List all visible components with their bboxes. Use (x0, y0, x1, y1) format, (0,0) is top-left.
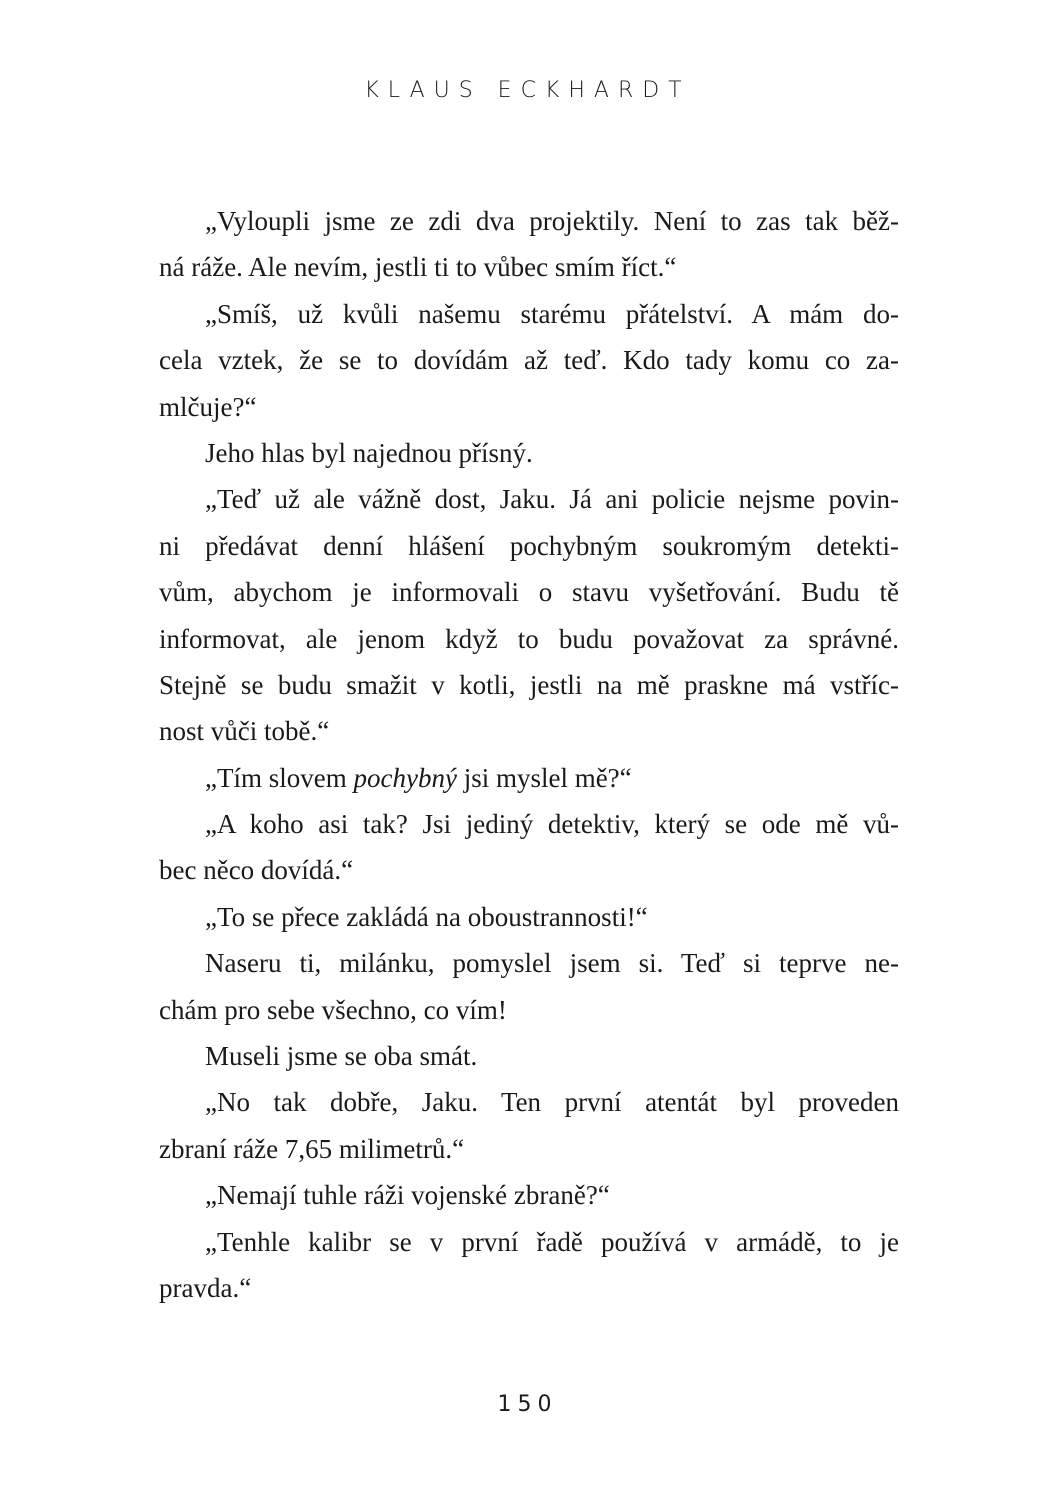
text-line: Naseru ti, milánku, pomyslel jsem si. Teď si teprve ne- (205, 948, 899, 979)
text-line: Stejně se budu smažit v kotli, jestli na mě praskne má vstříc- (159, 669, 899, 700)
text-segment: jsi myslel mě?“ (456, 762, 632, 793)
body-text (159, 198, 899, 1311)
text-line: pravda.“ (159, 1272, 252, 1303)
text-line: cela vztek, že se to dovídám až teď. Kdo tady komu co za- (159, 345, 899, 376)
text-segment: „Tím slovem (205, 762, 354, 793)
text-line: nost vůči tobě.“ (159, 716, 330, 747)
italic-word: pochybný (353, 762, 457, 793)
text-line: „Smíš, už kvůli našemu starému přátelství. A mám do- (205, 298, 899, 329)
text-line: Jeho hlas byl najednou přísný. (205, 437, 533, 468)
running-head: KLAUS ECKHARDT (364, 78, 691, 103)
text-line: „Tenhle kalibr se v první řadě používá v armádě, to je (205, 1226, 899, 1257)
text-line: chám pro sebe všechno, co vím! (159, 994, 507, 1025)
text-line: Museli jsme se oba smát. (205, 1041, 478, 1072)
text-line: zbraní ráže 7,65 milimetrů.“ (159, 1133, 465, 1164)
text-line: ni předávat denní hlášení pochybným soukromým detekti- (159, 530, 899, 561)
text-line: „To se přece zakládá na oboustrannosti!“ (205, 901, 648, 932)
text-line: informovat, ale jenom když to budu považovat za správné. (159, 623, 899, 654)
text-line: „Teď už ale vážně dost, Jaku. Já ani policie nejsme povin- (205, 484, 899, 515)
text-line: „A koho asi tak? Jsi jediný detektiv, který se ode mě vů- (205, 809, 899, 840)
text-line: vům, abychom je informovali o stavu vyšetřování. Budu tě (159, 577, 899, 608)
text-line: „Nemají tuhle ráži vojenské zbraně?“ (205, 1180, 610, 1211)
text-line: „Vyloupli jsme ze zdi dva projektily. Není to zas tak běž- (205, 206, 899, 236)
text-line (159, 755, 899, 801)
page-number: 150 (497, 1392, 558, 1417)
text-line: bec něco dovídá.“ (159, 855, 354, 886)
text-line: „No tak dobře, Jaku. Ten první atentát byl proveden (205, 1087, 899, 1118)
text-line: ná ráže. Ale nevím, jestli ti to vůbec smím říct.“ (159, 252, 677, 283)
text-line: mlčuje?“ (159, 391, 257, 422)
